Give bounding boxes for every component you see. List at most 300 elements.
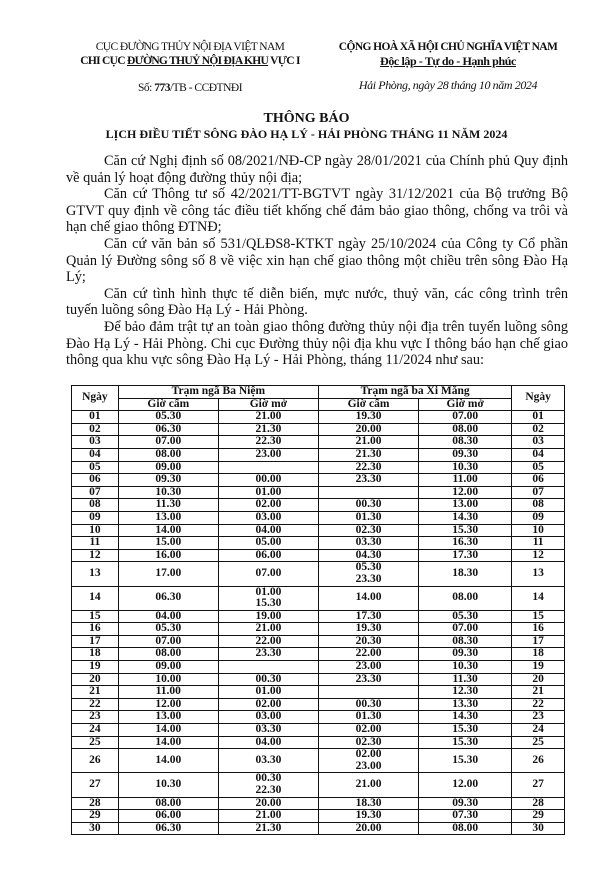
national-header-block (318, 40, 578, 93)
table-row (72, 635, 565, 648)
cell-day-left: 20 (72, 673, 119, 686)
time-value: 16.30 (452, 536, 479, 549)
cell-day-right: 22 (512, 698, 565, 711)
table-row (72, 673, 565, 686)
time-value: 13.00 (155, 510, 182, 523)
cell-day-right: 20 (512, 673, 565, 686)
cell-day-left: 17 (72, 635, 119, 648)
time-value: 14.30 (452, 510, 479, 523)
time-value: 23.30 (355, 672, 382, 685)
time-value: 07.00 (155, 634, 182, 647)
time-value: 12.30 (452, 685, 479, 698)
cell-xi-mang-open (419, 511, 512, 524)
cell-xi-mang-close (318, 436, 418, 449)
cell-day-left: 23 (72, 711, 119, 724)
time-value: 14.30 (452, 710, 479, 723)
time-value: 23.30 (255, 647, 282, 660)
cell-xi-mang-open (419, 635, 512, 648)
cell-xi-mang-close (318, 648, 418, 661)
document-subtitle: LỊCH ĐIỀU TIẾT SÔNG ĐÀO HẠ LÝ - HẢI PHÒNG THÁNG 11 NĂM 2024 (105, 127, 508, 141)
cell-ba-niem-open (218, 635, 318, 648)
table-header-row (72, 386, 565, 399)
cell-xi-mang-close (318, 411, 418, 424)
cell-ba-niem-close (118, 436, 218, 449)
time-value: 22.30 (255, 784, 282, 796)
time-value: 14.00 (155, 735, 182, 748)
paragraph: Căn cứ Nghị định số 08/2021/NĐ-CP ngày 28/01/2021 của Chính phủ Quy định về quản lý hoạt động đường thủy nội địa; (66, 153, 568, 186)
cell-xi-mang-close (318, 797, 418, 810)
cell-xi-mang-open (419, 698, 512, 711)
time-value: 09.30 (452, 647, 479, 660)
cell-day-left: 11 (72, 537, 119, 550)
cell-xi-mang-close (318, 635, 418, 648)
time-value: 15.30 (452, 723, 479, 736)
cell-day-left: 14 (72, 586, 119, 610)
cell-xi-mang-close (318, 661, 418, 674)
cell-ba-niem-open (218, 499, 318, 512)
table-row (72, 749, 565, 773)
cell-xi-mang-open (419, 711, 512, 724)
cell-ba-niem-close (118, 448, 218, 461)
schedule-body (72, 411, 565, 835)
time-value: 20.30 (355, 634, 382, 647)
time-value: 18.30 (355, 796, 382, 809)
time-value: 01.00 (255, 585, 282, 598)
cell-day-right: 11 (512, 537, 565, 550)
time-value: 09.00 (155, 660, 182, 673)
cell-day-right: 12 (512, 549, 565, 562)
table-row (72, 661, 565, 674)
cell-xi-mang-close (318, 623, 418, 636)
time-value: 02.00 (355, 723, 382, 736)
time-value: 02.00 (355, 748, 382, 761)
time-value: 21.00 (355, 778, 382, 791)
time-value: 03.30 (255, 754, 282, 767)
time-value: 10.30 (155, 485, 182, 498)
cell-ba-niem-close (118, 610, 218, 623)
national-title: CỘNG HOÀ XÃ HỘI CHỦ NGHĨA VIỆT NAM (338, 41, 558, 53)
cell-xi-mang-close (318, 673, 418, 686)
cell-day-left: 19 (72, 661, 119, 674)
cell-day-left: 30 (72, 822, 119, 835)
time-value: 02.30 (355, 523, 382, 536)
cell-xi-mang-close (318, 586, 418, 610)
time-value: 03.00 (255, 710, 282, 723)
cell-ba-niem-open (218, 698, 318, 711)
cell-xi-mang-close (318, 524, 418, 537)
time-value: 06.00 (155, 809, 182, 822)
cell-ba-niem-close (118, 773, 218, 797)
time-value: 07.00 (452, 622, 479, 635)
time-value: 17.30 (355, 609, 382, 622)
cell-ba-niem-open (218, 537, 318, 550)
cell-xi-mang-close (318, 773, 418, 797)
cell-ba-niem-open (218, 610, 318, 623)
cell-day-right: 09 (512, 511, 565, 524)
cell-ba-niem-open (218, 736, 318, 749)
cell-xi-mang-close (318, 711, 418, 724)
cell-xi-mang-close (318, 461, 418, 474)
cell-xi-mang-close (318, 610, 418, 623)
cell-day-left: 07 (72, 486, 119, 499)
cell-xi-mang-open (419, 724, 512, 737)
time-value: 00.30 (255, 672, 282, 685)
cell-day-left: 16 (72, 623, 119, 636)
cell-xi-mang-close (318, 537, 418, 550)
cell-ba-niem-close (118, 486, 218, 499)
cell-xi-mang-close (318, 698, 418, 711)
time-value: 15.30 (452, 735, 479, 748)
document-number-suffix: /TB - CCĐTNĐI (169, 82, 243, 94)
time-value: 08.00 (155, 647, 182, 660)
cell-day-right: 08 (512, 499, 565, 512)
time-value: 14.00 (355, 591, 382, 604)
time-value: 18.30 (452, 567, 479, 580)
time-value: 00.30 (355, 697, 382, 710)
cell-ba-niem-close (118, 423, 218, 436)
cell-day-right: 29 (512, 810, 565, 823)
cell-ba-niem-close (118, 562, 218, 586)
cell-xi-mang-open (419, 773, 512, 797)
time-value: 07.30 (452, 809, 479, 822)
table-row (72, 810, 565, 823)
time-value: 05.30 (452, 609, 479, 622)
header-s2-close: Giờ cấm (318, 398, 418, 411)
time-value: 19.30 (355, 410, 382, 423)
cell-xi-mang-close (318, 749, 418, 773)
time-value: 08.00 (155, 796, 182, 809)
time-value: 11.00 (452, 473, 478, 486)
time-value: 10.30 (155, 778, 182, 791)
table-row (72, 623, 565, 636)
header-station-xi-mang: Trạm ngã ba Xi Măng (318, 386, 511, 399)
cell-xi-mang-close (318, 822, 418, 835)
sub-agency-suffix: VỰC I (268, 55, 300, 67)
time-value: 15.30 (452, 754, 479, 767)
time-value: 21.00 (255, 809, 282, 822)
paragraph: Căn cứ Thông tư số 42/2021/TT-BGTVT ngày 31/12/2021 của Bộ trưởng Bộ GTVT quy định về công tác điều tiết khống chế đảm bảo giao thông, chống va trôi và hạn chế giao thông ĐTNĐ; (66, 186, 568, 236)
cell-xi-mang-open (419, 797, 512, 810)
time-value: 14.00 (155, 754, 182, 767)
header-s1-close: Giờ cấm (118, 398, 218, 411)
time-value: 20.00 (255, 796, 282, 809)
cell-ba-niem-open (218, 411, 318, 424)
cell-day-right: 02 (512, 423, 565, 436)
table-row (72, 436, 565, 449)
time-value: 20.00 (355, 422, 382, 435)
time-value: 01.30 (355, 510, 382, 523)
cell-day-left: 26 (72, 749, 119, 773)
cell-xi-mang-open (419, 586, 512, 610)
cell-xi-mang-close (318, 736, 418, 749)
cell-day-right: 23 (512, 711, 565, 724)
document-number-label: Số: (137, 82, 155, 94)
table-row (72, 686, 565, 699)
header-s2-open: Giờ mở (419, 398, 512, 411)
time-value: 19.00 (255, 609, 282, 622)
table-row (72, 797, 565, 810)
time-value: 22.30 (255, 435, 282, 448)
cell-day-right: 13 (512, 562, 565, 586)
cell-ba-niem-close (118, 711, 218, 724)
cell-day-left: 21 (72, 686, 119, 699)
time-value: 23.00 (355, 759, 382, 772)
cell-xi-mang-open (419, 661, 512, 674)
time-value: 06.30 (155, 821, 182, 834)
cell-xi-mang-close (318, 511, 418, 524)
cell-ba-niem-open (218, 623, 318, 636)
cell-ba-niem-open (218, 822, 318, 835)
cell-xi-mang-open (419, 411, 512, 424)
time-value: 10.30 (452, 460, 479, 473)
time-value: 01.00 (255, 685, 282, 698)
cell-day-right: 28 (512, 797, 565, 810)
cell-xi-mang-open (419, 562, 512, 586)
cell-xi-mang-open (419, 474, 512, 487)
cell-ba-niem-close (118, 648, 218, 661)
time-value: 06.30 (155, 591, 182, 604)
cell-ba-niem-open (218, 810, 318, 823)
time-value: 08.00 (452, 821, 479, 834)
cell-ba-niem-close (118, 673, 218, 686)
cell-ba-niem-open (218, 486, 318, 499)
time-value: 01.00 (255, 485, 282, 498)
table-row (72, 461, 565, 474)
paragraph: Để bảo đảm trật tự an toàn giao thông đường thủy nội địa trên tuyến luồng sông Đào Hạ Lý - Hải Phòng. Chi cục Đường thủy nội địa khu vực I thông báo hạn chế giao thông qua khu vực sông Đào Hạ Lý - Hải Phòng, tháng 11/2024 như sau: (66, 318, 568, 369)
table-row (72, 724, 565, 737)
cell-ba-niem-close (118, 635, 218, 648)
cell-ba-niem-close (118, 474, 218, 487)
table-row (72, 423, 565, 436)
cell-day-right: 19 (512, 661, 565, 674)
cell-xi-mang-close (318, 810, 418, 823)
time-value: 10.00 (155, 672, 182, 685)
time-value: 14.00 (155, 523, 182, 536)
table-subheader-row (72, 398, 565, 411)
cell-ba-niem-close (118, 524, 218, 537)
schedule-table (71, 385, 565, 835)
cell-day-right: 05 (512, 461, 565, 474)
cell-ba-niem-close (118, 411, 218, 424)
time-value: 01.30 (355, 710, 382, 723)
cell-ba-niem-close (118, 661, 218, 674)
document-number (70, 82, 310, 94)
cell-xi-mang-close (318, 423, 418, 436)
time-value: 02.00 (255, 697, 282, 710)
table-row (72, 648, 565, 661)
cell-day-left: 08 (72, 499, 119, 512)
time-value: 12.00 (452, 778, 479, 791)
cell-ba-niem-close (118, 499, 218, 512)
cell-day-right: 21 (512, 686, 565, 699)
time-value: 21.30 (255, 821, 282, 834)
time-value: 15.30 (452, 523, 479, 536)
time-value: 07.00 (452, 410, 479, 423)
time-value (219, 661, 318, 673)
cell-day-right: 10 (512, 524, 565, 537)
time-value: 21.00 (255, 410, 282, 423)
header-day-left: Ngày (72, 386, 119, 411)
cell-xi-mang-open (419, 499, 512, 512)
cell-day-right: 01 (512, 411, 565, 424)
time-value: 21.30 (355, 447, 382, 460)
time-value: 04.00 (255, 523, 282, 536)
cell-ba-niem-close (118, 623, 218, 636)
time-value: 22.00 (355, 647, 382, 660)
cell-day-right: 04 (512, 448, 565, 461)
time-value: 08.30 (452, 634, 479, 647)
place-date-line: Hải Phòng, ngày 28 tháng 10 năm 2024 (358, 78, 538, 92)
cell-day-right: 06 (512, 474, 565, 487)
cell-xi-mang-open (419, 461, 512, 474)
table-row (72, 537, 565, 550)
parent-agency: CỤC ĐƯỜNG THỦY NỘI ĐỊA VIỆT NAM (95, 41, 285, 53)
time-value: 23.30 (355, 473, 382, 486)
time-value: 13.30 (452, 697, 479, 710)
time-value: 11.00 (155, 685, 181, 698)
cell-xi-mang-open (419, 436, 512, 449)
table-row (72, 822, 565, 835)
cell-xi-mang-open (419, 524, 512, 537)
time-value: 15.30 (255, 597, 282, 610)
cell-ba-niem-open (218, 549, 318, 562)
time-value: 14.00 (155, 723, 182, 736)
cell-xi-mang-open (419, 736, 512, 749)
time-value: 03.30 (355, 536, 382, 549)
cell-ba-niem-open (218, 562, 318, 586)
time-value: 21.00 (355, 435, 382, 448)
cell-ba-niem-open (218, 461, 318, 474)
cell-ba-niem-open (218, 648, 318, 661)
time-value: 09.30 (155, 473, 182, 486)
cell-ba-niem-open (218, 511, 318, 524)
cell-day-right: 24 (512, 724, 565, 737)
cell-ba-niem-close (118, 810, 218, 823)
time-value: 12.00 (452, 485, 479, 498)
time-value: 05.30 (155, 622, 182, 635)
cell-day-right: 30 (512, 822, 565, 835)
time-value (319, 487, 418, 499)
time-value: 06.00 (255, 548, 282, 561)
cell-xi-mang-open (419, 448, 512, 461)
cell-xi-mang-close (318, 686, 418, 699)
cell-day-right: 14 (512, 586, 565, 610)
cell-ba-niem-open (218, 711, 318, 724)
time-value: 02.30 (355, 735, 382, 748)
time-value: 23.00 (255, 447, 282, 460)
cell-day-left: 03 (72, 436, 119, 449)
cell-day-left: 06 (72, 474, 119, 487)
time-value: 00.30 (355, 498, 382, 511)
cell-xi-mang-close (318, 724, 418, 737)
cell-day-left: 24 (72, 724, 119, 737)
cell-day-right: 15 (512, 610, 565, 623)
cell-day-left: 13 (72, 562, 119, 586)
time-value: 03.00 (255, 510, 282, 523)
time-value: 15.00 (155, 536, 182, 549)
cell-ba-niem-close (118, 797, 218, 810)
cell-xi-mang-open (419, 686, 512, 699)
time-value: 06.30 (155, 422, 182, 435)
time-value: 04.00 (255, 735, 282, 748)
table-row (72, 698, 565, 711)
cell-ba-niem-open (218, 661, 318, 674)
cell-ba-niem-close (118, 736, 218, 749)
cell-ba-niem-close (118, 549, 218, 562)
table-row (72, 448, 565, 461)
time-value: 21.00 (255, 622, 282, 635)
document-body (66, 153, 568, 369)
document-number-value: 773 (154, 82, 170, 94)
cell-xi-mang-open (419, 623, 512, 636)
cell-ba-niem-close (118, 822, 218, 835)
time-value: 09.30 (452, 447, 479, 460)
cell-day-right: 26 (512, 749, 565, 773)
table-row (72, 562, 565, 586)
cell-day-left: 25 (72, 736, 119, 749)
cell-day-right: 16 (512, 623, 565, 636)
cell-day-left: 09 (72, 511, 119, 524)
cell-ba-niem-open (218, 474, 318, 487)
cell-ba-niem-open (218, 586, 318, 610)
time-value: 10.30 (452, 660, 479, 673)
cell-ba-niem-open (218, 773, 318, 797)
time-value: 05.00 (255, 536, 282, 549)
cell-day-left: 05 (72, 461, 119, 474)
table-row (72, 773, 565, 797)
cell-ba-niem-close (118, 749, 218, 773)
document-title: THÔNG BÁO (263, 111, 350, 126)
cell-xi-mang-close (318, 549, 418, 562)
cell-day-right: 07 (512, 486, 565, 499)
table-row (72, 610, 565, 623)
cell-day-right: 27 (512, 773, 565, 797)
header-station-ba-niem: Trạm ngã Ba Niệm (118, 386, 318, 399)
time-value: 11.30 (452, 672, 478, 685)
cell-day-left: 27 (72, 773, 119, 797)
table-row (72, 411, 565, 424)
cell-xi-mang-open (419, 537, 512, 550)
cell-ba-niem-close (118, 686, 218, 699)
table-row (72, 549, 565, 562)
cell-xi-mang-open (419, 822, 512, 835)
cell-ba-niem-open (218, 797, 318, 810)
cell-ba-niem-open (218, 436, 318, 449)
time-value: 17.00 (155, 567, 182, 580)
time-value: 19.30 (355, 809, 382, 822)
sub-agency-underlined: ĐƯỜNG THUỶ NỘI ĐỊA KHU (127, 55, 269, 67)
time-value: 07.00 (155, 435, 182, 448)
time-value: 19.30 (355, 622, 382, 635)
time-value: 05.30 (155, 410, 182, 423)
national-motto: Độc lập - Tự do - Hạnh phúc (380, 54, 516, 68)
cell-ba-niem-open (218, 524, 318, 537)
time-value: 12.00 (155, 697, 182, 710)
paragraph: Căn cứ tình hình thực tế diễn biến, mực nước, thuỷ văn, các công trình trên tuyến luồng sông Đào Hạ Lý - Hải Phòng. (66, 285, 568, 319)
time-value: 22.30 (355, 460, 382, 473)
sub-agency (70, 54, 310, 68)
time-value: 07.00 (255, 567, 282, 580)
cell-day-left: 28 (72, 797, 119, 810)
time-value (219, 462, 318, 474)
time-value: 20.00 (355, 821, 382, 834)
time-value: 05.30 (355, 561, 382, 574)
cell-xi-mang-close (318, 499, 418, 512)
table-row (72, 736, 565, 749)
cell-xi-mang-open (419, 549, 512, 562)
time-value: 09.00 (155, 460, 182, 473)
time-value: 16.00 (155, 548, 182, 561)
